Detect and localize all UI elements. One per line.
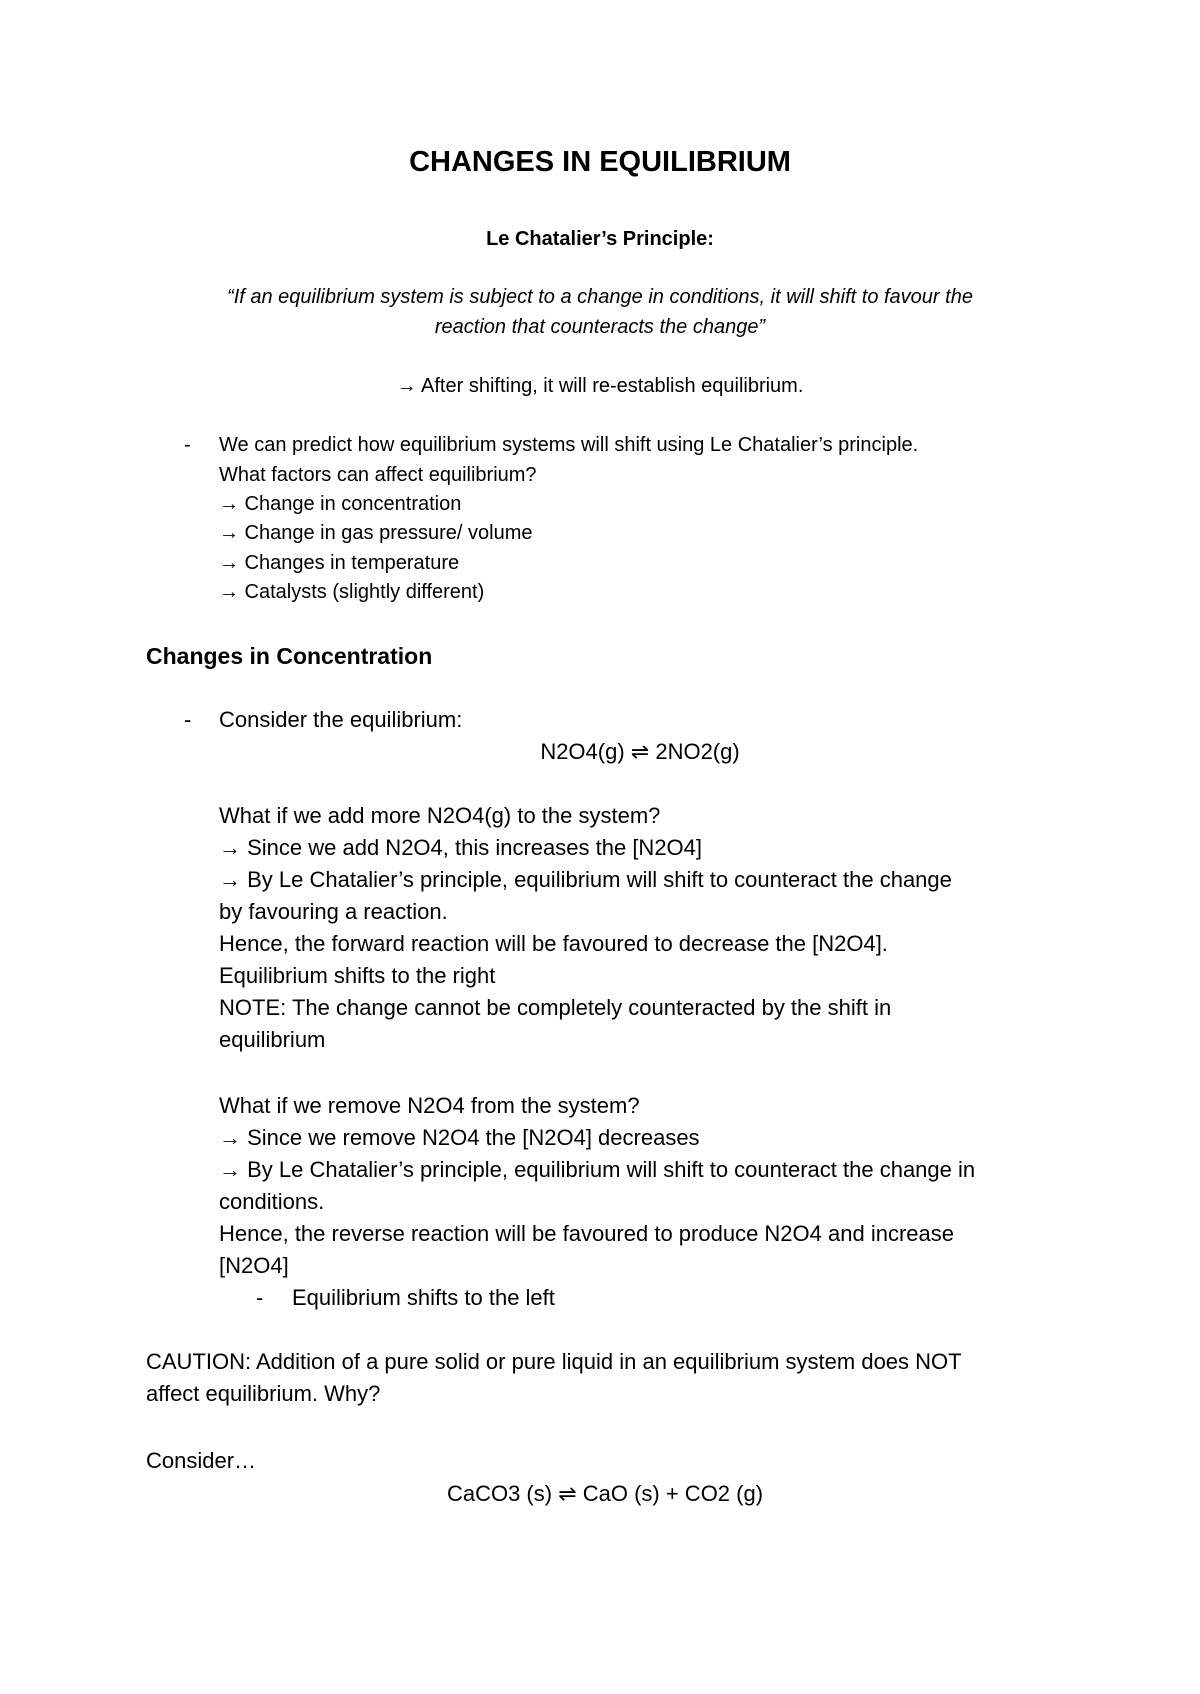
add-line: by favouring a reaction. [219,899,448,924]
caution-consider: Consider… [146,1448,257,1473]
add-line: Equilibrium shifts to the right [219,963,496,988]
principle-quote-line-1: “If an equilibrium system is subject to a change in conditions, it will shift to favour the [227,286,973,308]
remove-line: → By Le Chatalier’s principle, equilibrium will shift to counteract the change in [219,1157,976,1182]
factors-question: What factors can affect equilibrium? [219,464,537,486]
remove-line: conditions. [219,1189,325,1214]
remove-line: [N2O4] [219,1253,289,1278]
sub-bullet-dash: - [256,1285,264,1310]
equation-caco3: CaCO3 (s) ⇌ CaO (s) + CO2 (g) [446,1481,764,1506]
page-title: CHANGES IN EQUILIBRIUM [409,146,791,178]
caution-line-2: affect equilibrium. Why? [146,1381,381,1406]
consider-equilibrium: Consider the equilibrium: [219,707,463,732]
add-line: → Since we add N2O4, this increases the [N2O4] [219,835,703,860]
remove-line: → Since we remove N2O4 the [N2O4] decreases [219,1125,700,1150]
factor-item: → Change in concentration [219,493,462,515]
principle-heading: Le Chatalier’s Principle: [486,228,714,250]
factor-item: → Changes in temperature [219,552,460,574]
section-heading-concentration: Changes in Concentration [146,643,433,669]
bullet-dash: - [184,707,192,732]
principle-after-note: → After shifting, it will re-establish equilibrium. [396,375,804,397]
remove-line: Hence, the reverse reaction will be favoured to produce N2O4 and increase [219,1221,954,1246]
remove-line: What if we remove N2O4 from the system? [219,1093,640,1118]
caution-line-1: CAUTION: Addition of a pure solid or pure liquid in an equilibrium system does NOT [146,1349,962,1374]
add-line: NOTE: The change cannot be completely counteracted by the shift in [219,995,892,1020]
factor-item: → Catalysts (slightly different) [219,581,485,603]
factors-intro: We can predict how equilibrium systems will shift using Le Chatalier’s principle. [219,434,919,456]
shift-left-note: Equilibrium shifts to the left [292,1285,555,1310]
add-line: equilibrium [219,1027,326,1052]
factor-item: → Change in gas pressure/ volume [219,522,533,544]
add-line: What if we add more N2O4(g) to the system? [219,803,661,828]
bullet-dash: - [184,434,191,456]
principle-quote-line-2: reaction that counteracts the change” [434,316,766,338]
equation-n2o4: N2O4(g) ⇌ 2NO2(g) [540,739,740,764]
add-line: → By Le Chatalier’s principle, equilibrium will shift to counteract the change [219,867,952,892]
add-line: Hence, the forward reaction will be favoured to decrease the [N2O4]. [219,931,888,956]
